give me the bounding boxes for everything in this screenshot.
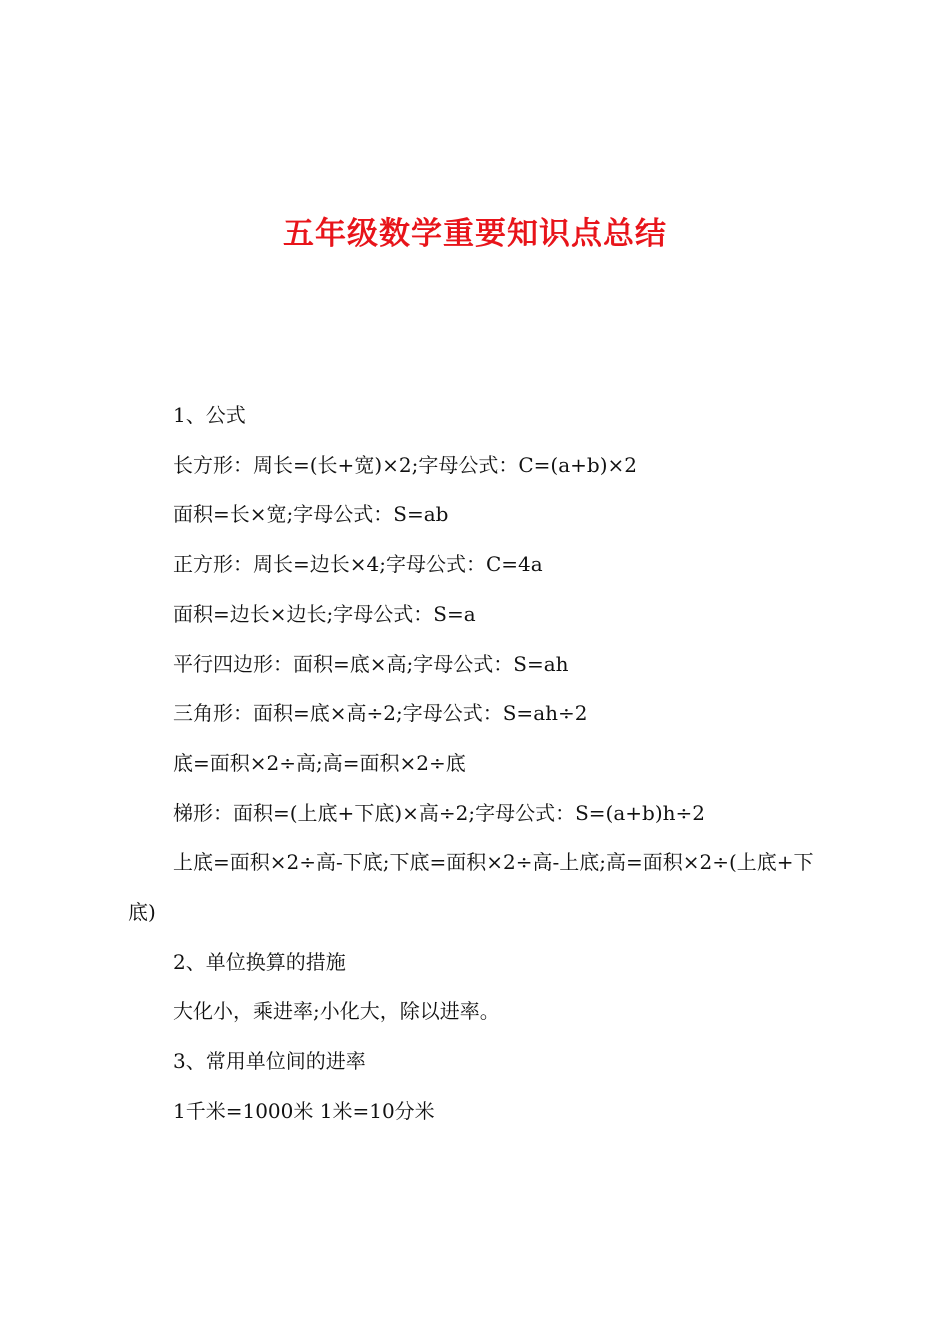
paragraph-square-area: 面积=边长×边长;字母公式：S=a [173,601,476,626]
section-heading-unit-conversion: 2、单位换算的措施 [173,949,346,974]
document-body [128,391,838,1137]
paragraph-rectangle-perimeter: 长方形：周长=(长+宽)×2;字母公式：C=(a+b)×2 [173,452,637,477]
section-heading-formulas: 1、公式 [173,403,246,427]
paragraph-parallelogram-area: 平行四边形：面积=底×高;字母公式：S=ah [173,651,569,676]
section-heading-unit-rates: 3、常用单位间的进率 [173,1049,366,1074]
paragraph-trapezoid-derived: 上底=面积×2÷高-下底;下底=面积×2÷高-上底;高=面积×2÷(上底+下底) [128,850,814,925]
document-title: 五年级数学重要知识点总结 [283,216,667,252]
paragraph-trapezoid-area: 梯形：面积=(上底+下底)×高÷2;字母公式：S=(a+b)h÷2 [173,800,706,825]
paragraph-length-rates: 1千米=1000米 1米=10分米 [173,1098,435,1123]
paragraph-conversion-rule: 大化小，乘进率;小化大，除以进率。 [173,999,500,1024]
paragraph-triangle-area: 三角形：面积=底×高÷2;字母公式：S=ah÷2 [173,701,588,726]
paragraph-triangle-base-height: 底=面积×2÷高;高=面积×2÷底 [173,750,466,775]
paragraph-square-perimeter: 正方形：周长=边长×4;字母公式：C=4a [173,552,543,577]
paragraph-rectangle-area: 面积=长×宽;字母公式：S=ab [173,502,449,527]
